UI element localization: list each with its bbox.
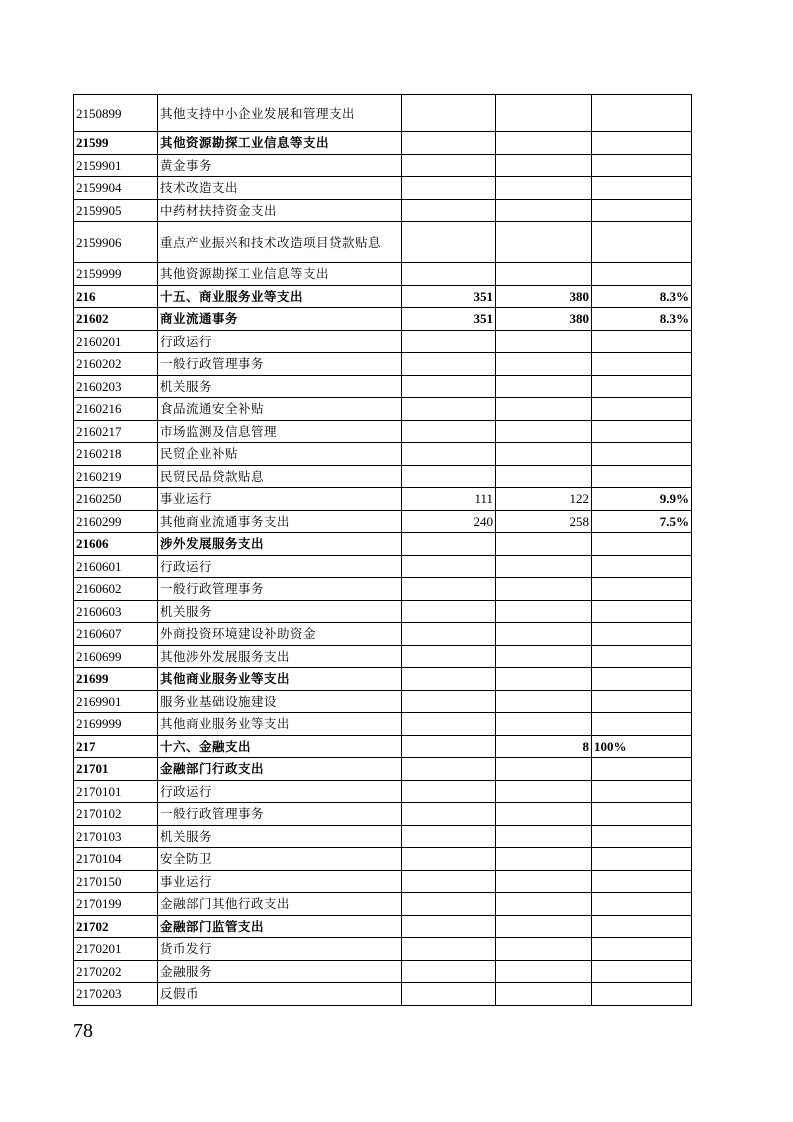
row-name-cell: 机关服务 bbox=[158, 600, 402, 623]
row-name-cell: 其他商业服务业等支出 bbox=[158, 713, 402, 736]
row-value-cell-1 bbox=[402, 893, 496, 916]
table-row bbox=[74, 623, 692, 646]
row-name-cell: 一般行政管理事务 bbox=[158, 803, 402, 826]
row-code-cell: 2170199 bbox=[74, 893, 158, 916]
table-row bbox=[74, 915, 692, 938]
row-code-cell: 2159904 bbox=[74, 177, 158, 200]
page-number: 78 bbox=[73, 1020, 93, 1042]
row-value-cell-2: 380 bbox=[496, 308, 592, 331]
row-value-cell-1 bbox=[402, 825, 496, 848]
row-percent-cell bbox=[592, 465, 692, 488]
row-value-cell-1 bbox=[402, 555, 496, 578]
row-value-cell-2 bbox=[496, 600, 592, 623]
row-value-cell-2 bbox=[496, 578, 592, 601]
row-percent-cell bbox=[592, 690, 692, 713]
row-percent-cell bbox=[592, 578, 692, 601]
row-value-cell-1 bbox=[402, 375, 496, 398]
row-value-cell-1 bbox=[402, 95, 496, 132]
row-percent-cell bbox=[592, 443, 692, 466]
row-value-cell-1 bbox=[402, 353, 496, 376]
row-value-cell-2 bbox=[496, 353, 592, 376]
row-value-cell-2: 122 bbox=[496, 488, 592, 511]
row-code-cell: 21702 bbox=[74, 915, 158, 938]
row-percent-cell bbox=[592, 870, 692, 893]
row-value-cell-1 bbox=[402, 154, 496, 177]
row-percent-cell bbox=[592, 398, 692, 421]
row-value-cell-2 bbox=[496, 825, 592, 848]
row-value-cell-1 bbox=[402, 758, 496, 781]
row-name-cell: 商业流通事务 bbox=[158, 308, 402, 331]
row-name-cell: 民贸民品贷款贴息 bbox=[158, 465, 402, 488]
row-code-cell: 2169901 bbox=[74, 690, 158, 713]
row-percent-cell bbox=[592, 375, 692, 398]
row-value-cell-2 bbox=[496, 398, 592, 421]
row-code-cell: 2170104 bbox=[74, 848, 158, 871]
row-value-cell-1 bbox=[402, 713, 496, 736]
row-value-cell-2 bbox=[496, 938, 592, 961]
row-name-cell: 其他支持中小企业发展和管理支出 bbox=[158, 95, 402, 132]
row-percent-cell bbox=[592, 623, 692, 646]
row-value-cell-2 bbox=[496, 623, 592, 646]
row-percent-cell bbox=[592, 353, 692, 376]
table-row bbox=[74, 308, 692, 331]
row-value-cell-1 bbox=[402, 870, 496, 893]
row-value-cell-1 bbox=[402, 222, 496, 263]
row-value-cell-1 bbox=[402, 132, 496, 155]
row-name-cell: 重点产业振兴和技术改造项目贷款贴息 bbox=[158, 222, 402, 263]
row-code-cell: 2170202 bbox=[74, 960, 158, 983]
row-name-cell: 其他资源勘探工业信息等支出 bbox=[158, 263, 402, 286]
row-code-cell: 2169999 bbox=[74, 713, 158, 736]
row-percent-cell bbox=[592, 780, 692, 803]
row-code-cell: 21701 bbox=[74, 758, 158, 781]
row-name-cell: 金融部门行政支出 bbox=[158, 758, 402, 781]
row-name-cell: 金融部门监管支出 bbox=[158, 915, 402, 938]
row-value-cell-2 bbox=[496, 465, 592, 488]
row-value-cell-2 bbox=[496, 668, 592, 691]
table-row bbox=[74, 285, 692, 308]
row-value-cell-2: 258 bbox=[496, 510, 592, 533]
row-code-cell: 21602 bbox=[74, 308, 158, 331]
table-row bbox=[74, 555, 692, 578]
row-code-cell: 2159999 bbox=[74, 263, 158, 286]
row-code-cell: 2160219 bbox=[74, 465, 158, 488]
row-value-cell-2 bbox=[496, 533, 592, 556]
row-value-cell-1 bbox=[402, 780, 496, 803]
row-percent-cell bbox=[592, 132, 692, 155]
table-row bbox=[74, 645, 692, 668]
table-row bbox=[74, 893, 692, 916]
row-percent-cell bbox=[592, 177, 692, 200]
table-row bbox=[74, 330, 692, 353]
row-value-cell-1 bbox=[402, 465, 496, 488]
row-value-cell-1 bbox=[402, 600, 496, 623]
row-percent-cell bbox=[592, 668, 692, 691]
row-value-cell-2: 380 bbox=[496, 285, 592, 308]
table-row bbox=[74, 222, 692, 263]
table-row bbox=[74, 578, 692, 601]
row-value-cell-1 bbox=[402, 420, 496, 443]
row-value-cell-2 bbox=[496, 960, 592, 983]
table-row bbox=[74, 154, 692, 177]
row-value-cell-1: 351 bbox=[402, 308, 496, 331]
row-percent-cell: 9.9% bbox=[592, 488, 692, 511]
row-percent-cell bbox=[592, 915, 692, 938]
row-code-cell: 2160699 bbox=[74, 645, 158, 668]
row-value-cell-1 bbox=[402, 330, 496, 353]
table-row bbox=[74, 95, 692, 132]
row-percent-cell: 8.3% bbox=[592, 285, 692, 308]
row-name-cell: 货币发行 bbox=[158, 938, 402, 961]
table-row bbox=[74, 263, 692, 286]
table-row bbox=[74, 668, 692, 691]
row-value-cell-1 bbox=[402, 623, 496, 646]
row-percent-cell bbox=[592, 825, 692, 848]
row-code-cell: 2160201 bbox=[74, 330, 158, 353]
row-percent-cell: 7.5% bbox=[592, 510, 692, 533]
row-code-cell: 21699 bbox=[74, 668, 158, 691]
row-value-cell-2 bbox=[496, 330, 592, 353]
row-name-cell: 食品流通安全补贴 bbox=[158, 398, 402, 421]
row-percent-cell bbox=[592, 154, 692, 177]
row-name-cell: 技术改造支出 bbox=[158, 177, 402, 200]
row-percent-cell bbox=[592, 848, 692, 871]
row-percent-cell bbox=[592, 713, 692, 736]
row-value-cell-1: 351 bbox=[402, 285, 496, 308]
table-row bbox=[74, 690, 692, 713]
row-code-cell: 2160602 bbox=[74, 578, 158, 601]
table-row bbox=[74, 803, 692, 826]
row-value-cell-2 bbox=[496, 645, 592, 668]
row-value-cell-2: 8 bbox=[496, 735, 592, 758]
row-value-cell-1 bbox=[402, 848, 496, 871]
row-value-cell-2 bbox=[496, 780, 592, 803]
row-code-cell: 2160601 bbox=[74, 555, 158, 578]
row-value-cell-2 bbox=[496, 177, 592, 200]
row-code-cell: 2160202 bbox=[74, 353, 158, 376]
row-value-cell-2 bbox=[496, 893, 592, 916]
table-row bbox=[74, 870, 692, 893]
row-name-cell: 反假币 bbox=[158, 983, 402, 1006]
row-value-cell-1 bbox=[402, 533, 496, 556]
row-value-cell-2 bbox=[496, 199, 592, 222]
row-value-cell-1 bbox=[402, 803, 496, 826]
row-percent-cell bbox=[592, 330, 692, 353]
row-name-cell: 其他资源勘探工业信息等支出 bbox=[158, 132, 402, 155]
row-value-cell-2 bbox=[496, 222, 592, 263]
row-code-cell: 2159905 bbox=[74, 199, 158, 222]
row-code-cell: 2160217 bbox=[74, 420, 158, 443]
row-code-cell: 2160218 bbox=[74, 443, 158, 466]
row-code-cell: 2170150 bbox=[74, 870, 158, 893]
row-value-cell-2 bbox=[496, 713, 592, 736]
row-percent-cell bbox=[592, 199, 692, 222]
table-row bbox=[74, 825, 692, 848]
row-code-cell: 2170203 bbox=[74, 983, 158, 1006]
row-name-cell: 安全防卫 bbox=[158, 848, 402, 871]
row-code-cell: 2159901 bbox=[74, 154, 158, 177]
row-value-cell-1 bbox=[402, 960, 496, 983]
row-value-cell-2 bbox=[496, 555, 592, 578]
table-row bbox=[74, 735, 692, 758]
row-value-cell-2 bbox=[496, 848, 592, 871]
row-name-cell: 行政运行 bbox=[158, 330, 402, 353]
row-code-cell: 2150899 bbox=[74, 95, 158, 132]
table-row bbox=[74, 533, 692, 556]
row-value-cell-1 bbox=[402, 578, 496, 601]
row-percent-cell bbox=[592, 645, 692, 668]
row-value-cell-1: 111 bbox=[402, 488, 496, 511]
row-value-cell-1 bbox=[402, 735, 496, 758]
row-name-cell: 其他涉外发展服务支出 bbox=[158, 645, 402, 668]
row-code-cell: 2170201 bbox=[74, 938, 158, 961]
table-row bbox=[74, 848, 692, 871]
row-percent-cell: 100% bbox=[592, 735, 692, 758]
budget-table-body bbox=[74, 95, 692, 1006]
row-percent-cell bbox=[592, 803, 692, 826]
row-percent-cell bbox=[592, 555, 692, 578]
row-value-cell-2 bbox=[496, 690, 592, 713]
row-name-cell: 其他商业流通事务支出 bbox=[158, 510, 402, 533]
row-value-cell-2 bbox=[496, 263, 592, 286]
table-row bbox=[74, 398, 692, 421]
row-value-cell-1 bbox=[402, 263, 496, 286]
row-code-cell: 2160603 bbox=[74, 600, 158, 623]
row-name-cell: 服务业基础设施建设 bbox=[158, 690, 402, 713]
table-row bbox=[74, 132, 692, 155]
row-code-cell: 2160299 bbox=[74, 510, 158, 533]
table-row bbox=[74, 758, 692, 781]
row-value-cell-1 bbox=[402, 645, 496, 668]
row-name-cell: 金融服务 bbox=[158, 960, 402, 983]
row-percent-cell bbox=[592, 960, 692, 983]
row-value-cell-1 bbox=[402, 690, 496, 713]
row-name-cell: 行政运行 bbox=[158, 555, 402, 578]
row-name-cell: 事业运行 bbox=[158, 870, 402, 893]
row-value-cell-1 bbox=[402, 398, 496, 421]
table-row bbox=[74, 353, 692, 376]
table-row bbox=[74, 983, 692, 1006]
row-value-cell-1 bbox=[402, 199, 496, 222]
row-percent-cell bbox=[592, 983, 692, 1006]
row-value-cell-2 bbox=[496, 758, 592, 781]
row-value-cell-1 bbox=[402, 668, 496, 691]
row-code-cell: 2170102 bbox=[74, 803, 158, 826]
row-name-cell: 机关服务 bbox=[158, 825, 402, 848]
row-name-cell: 行政运行 bbox=[158, 780, 402, 803]
row-percent-cell bbox=[592, 95, 692, 132]
row-value-cell-1 bbox=[402, 938, 496, 961]
row-value-cell-2 bbox=[496, 983, 592, 1006]
row-name-cell: 涉外发展服务支出 bbox=[158, 533, 402, 556]
row-value-cell-2 bbox=[496, 443, 592, 466]
row-percent-cell bbox=[592, 533, 692, 556]
row-name-cell: 中药材扶持资金支出 bbox=[158, 199, 402, 222]
row-value-cell-1 bbox=[402, 983, 496, 1006]
row-percent-cell bbox=[592, 893, 692, 916]
row-name-cell: 黄金事务 bbox=[158, 154, 402, 177]
table-row bbox=[74, 488, 692, 511]
row-code-cell: 216 bbox=[74, 285, 158, 308]
row-code-cell: 21599 bbox=[74, 132, 158, 155]
row-value-cell-2 bbox=[496, 95, 592, 132]
row-name-cell: 机关服务 bbox=[158, 375, 402, 398]
table-row bbox=[74, 420, 692, 443]
row-code-cell: 2160607 bbox=[74, 623, 158, 646]
row-value-cell-2 bbox=[496, 803, 592, 826]
table-row bbox=[74, 960, 692, 983]
table-row bbox=[74, 600, 692, 623]
row-name-cell: 十五、商业服务业等支出 bbox=[158, 285, 402, 308]
row-value-cell-2 bbox=[496, 915, 592, 938]
table-row bbox=[74, 780, 692, 803]
row-value-cell-2 bbox=[496, 154, 592, 177]
table-row bbox=[74, 199, 692, 222]
row-code-cell: 21606 bbox=[74, 533, 158, 556]
table-row bbox=[74, 510, 692, 533]
row-value-cell-1 bbox=[402, 443, 496, 466]
row-name-cell: 金融部门其他行政支出 bbox=[158, 893, 402, 916]
row-name-cell: 十六、金融支出 bbox=[158, 735, 402, 758]
row-value-cell-2 bbox=[496, 420, 592, 443]
row-percent-cell bbox=[592, 222, 692, 263]
row-code-cell: 2160250 bbox=[74, 488, 158, 511]
row-code-cell: 217 bbox=[74, 735, 158, 758]
row-code-cell: 2170101 bbox=[74, 780, 158, 803]
row-percent-cell bbox=[592, 263, 692, 286]
row-code-cell: 2160203 bbox=[74, 375, 158, 398]
row-value-cell-2 bbox=[496, 870, 592, 893]
row-value-cell-1: 240 bbox=[402, 510, 496, 533]
row-name-cell: 一般行政管理事务 bbox=[158, 578, 402, 601]
row-value-cell-1 bbox=[402, 915, 496, 938]
row-name-cell: 事业运行 bbox=[158, 488, 402, 511]
table-row bbox=[74, 375, 692, 398]
row-name-cell: 民贸企业补贴 bbox=[158, 443, 402, 466]
row-value-cell-2 bbox=[496, 375, 592, 398]
row-value-cell-2 bbox=[496, 132, 592, 155]
row-percent-cell bbox=[592, 758, 692, 781]
row-value-cell-1 bbox=[402, 177, 496, 200]
row-percent-cell bbox=[592, 938, 692, 961]
row-name-cell: 外商投资环境建设补助资金 bbox=[158, 623, 402, 646]
row-code-cell: 2170103 bbox=[74, 825, 158, 848]
row-code-cell: 2159906 bbox=[74, 222, 158, 263]
table-row bbox=[74, 713, 692, 736]
table-row bbox=[74, 443, 692, 466]
table-row bbox=[74, 938, 692, 961]
budget-table bbox=[73, 94, 692, 1006]
table-row bbox=[74, 465, 692, 488]
row-percent-cell: 8.3% bbox=[592, 308, 692, 331]
row-name-cell: 市场监测及信息管理 bbox=[158, 420, 402, 443]
row-name-cell: 其他商业服务业等支出 bbox=[158, 668, 402, 691]
table-row bbox=[74, 177, 692, 200]
row-code-cell: 2160216 bbox=[74, 398, 158, 421]
row-name-cell: 一般行政管理事务 bbox=[158, 353, 402, 376]
row-percent-cell bbox=[592, 420, 692, 443]
row-percent-cell bbox=[592, 600, 692, 623]
